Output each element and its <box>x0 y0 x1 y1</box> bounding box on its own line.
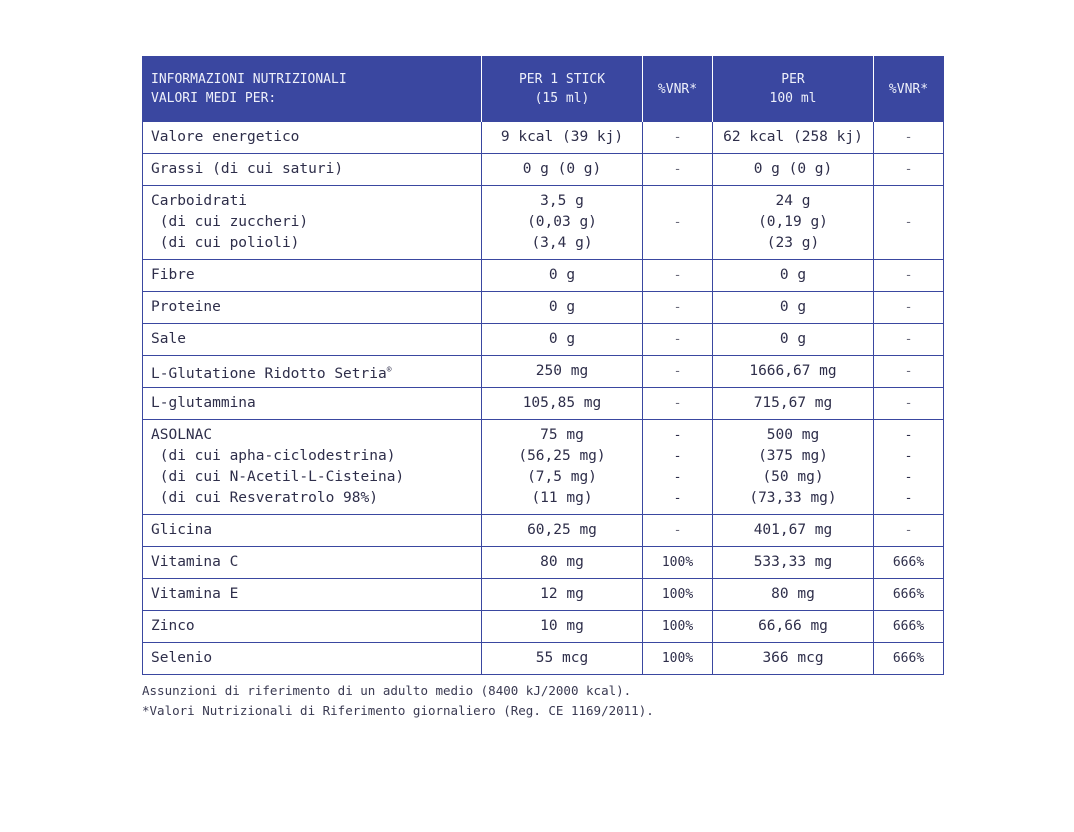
nutrient-name: Selenio <box>143 643 482 675</box>
vnr-per-100ml: 666% <box>874 547 944 579</box>
vnr-per-stick: 100% <box>643 611 713 643</box>
nutrient-name: Valore energetico <box>143 122 482 154</box>
vnr-per-stick: - <box>643 186 713 260</box>
header-vnr-100ml: %VNR* <box>874 57 944 122</box>
vnr-per-stick: - <box>643 388 713 420</box>
table-row <box>143 356 944 388</box>
vnr-per-stick: - <box>643 515 713 547</box>
footnotes <box>142 681 943 721</box>
table-row <box>143 122 944 154</box>
vnr-per-100ml: - <box>874 388 944 420</box>
vnr-per-stick: 100% <box>643 547 713 579</box>
nutrient-name: Proteine <box>143 292 482 324</box>
vnr-per-stick: 100% <box>643 643 713 675</box>
header-per-stick: PER 1 STICK (15 ml) <box>482 57 643 122</box>
nutrient-name: Fibre <box>143 260 482 292</box>
value-per-100ml: 1666,67 mg <box>713 356 874 388</box>
value-per-100ml: 0 g (0 g) <box>713 154 874 186</box>
value-per-stick: 0 g <box>482 260 643 292</box>
table-header-row <box>143 57 944 122</box>
table-row <box>143 515 944 547</box>
value-per-stick: 0 g <box>482 324 643 356</box>
nutrient-name: ASOLNAC (di cui apha-ciclodestrina) (di cui N-Acetil-L-Cisteina) (di cui Resveratrolo 98%) <box>143 420 482 515</box>
vnr-per-stick: - <box>643 260 713 292</box>
footnote-vnr-definition: *Valori Nutrizionali di Riferimento giornaliero (Reg. CE 1169/2011). <box>142 703 654 718</box>
value-per-stick: 10 mg <box>482 611 643 643</box>
value-per-100ml: 24 g (0,19 g) (23 g) <box>713 186 874 260</box>
nutrient-name: L-glutammina <box>143 388 482 420</box>
header-nutrition-info: INFORMAZIONI NUTRIZIONALI VALORI MEDI PER: <box>143 57 482 122</box>
vnr-per-100ml: - <box>874 260 944 292</box>
vnr-per-100ml: - <box>874 154 944 186</box>
value-per-stick: 80 mg <box>482 547 643 579</box>
vnr-per-stick: - - - - <box>643 420 713 515</box>
vnr-per-100ml: - <box>874 122 944 154</box>
value-per-stick: 3,5 g (0,03 g) (3,4 g) <box>482 186 643 260</box>
nutrient-name: Vitamina C <box>143 547 482 579</box>
nutrition-table-container <box>142 56 943 721</box>
nutrient-name: Sale <box>143 324 482 356</box>
vnr-per-stick: - <box>643 122 713 154</box>
value-per-100ml: 0 g <box>713 292 874 324</box>
table-row <box>143 420 944 515</box>
table-row <box>143 292 944 324</box>
vnr-per-stick: 100% <box>643 579 713 611</box>
registered-mark: ® <box>386 364 392 374</box>
table-row <box>143 579 944 611</box>
table-row <box>143 388 944 420</box>
value-per-100ml: 401,67 mg <box>713 515 874 547</box>
value-per-100ml: 80 mg <box>713 579 874 611</box>
vnr-per-100ml: - - - - <box>874 420 944 515</box>
vnr-per-100ml: - <box>874 515 944 547</box>
value-per-100ml: 66,66 mg <box>713 611 874 643</box>
vnr-per-100ml: 666% <box>874 611 944 643</box>
value-per-100ml: 0 g <box>713 324 874 356</box>
table-row <box>143 154 944 186</box>
value-per-100ml: 0 g <box>713 260 874 292</box>
table-row <box>143 324 944 356</box>
value-per-100ml: 533,33 mg <box>713 547 874 579</box>
table-row <box>143 260 944 292</box>
table-row <box>143 547 944 579</box>
nutrient-name: Zinco <box>143 611 482 643</box>
value-per-stick: 60,25 mg <box>482 515 643 547</box>
nutrition-table <box>142 56 944 675</box>
table-row <box>143 186 944 260</box>
value-per-stick: 250 mg <box>482 356 643 388</box>
footnote-reference-intake: Assunzioni di riferimento di un adulto medio (8400 kJ/2000 kcal). <box>142 683 632 698</box>
vnr-per-stick: - <box>643 324 713 356</box>
value-per-100ml: 62 kcal (258 kj) <box>713 122 874 154</box>
vnr-per-100ml: 666% <box>874 579 944 611</box>
value-per-stick: 75 mg (56,25 mg) (7,5 mg) (11 mg) <box>482 420 643 515</box>
value-per-stick: 0 g <box>482 292 643 324</box>
vnr-per-stick: - <box>643 356 713 388</box>
value-per-stick: 9 kcal (39 kj) <box>482 122 643 154</box>
vnr-per-100ml: - <box>874 292 944 324</box>
vnr-per-stick: - <box>643 154 713 186</box>
value-per-100ml: 500 mg (375 mg) (50 mg) (73,33 mg) <box>713 420 874 515</box>
header-per-100ml: PER 100 ml <box>713 57 874 122</box>
header-vnr-stick: %VNR* <box>643 57 713 122</box>
value-per-100ml: 366 mcg <box>713 643 874 675</box>
value-per-stick: 55 mcg <box>482 643 643 675</box>
nutrient-name: Vitamina E <box>143 579 482 611</box>
vnr-per-100ml: - <box>874 186 944 260</box>
table-row <box>143 611 944 643</box>
value-per-stick: 105,85 mg <box>482 388 643 420</box>
vnr-per-100ml: - <box>874 324 944 356</box>
nutrient-name: Grassi (di cui saturi) <box>143 154 482 186</box>
table-row <box>143 643 944 675</box>
vnr-per-100ml: - <box>874 356 944 388</box>
value-per-stick: 0 g (0 g) <box>482 154 643 186</box>
vnr-per-100ml: 666% <box>874 643 944 675</box>
vnr-per-stick: - <box>643 292 713 324</box>
nutrient-name: Glicina <box>143 515 482 547</box>
value-per-100ml: 715,67 mg <box>713 388 874 420</box>
table-body <box>143 122 944 675</box>
nutrient-name: Carboidrati (di cui zuccheri) (di cui polioli) <box>143 186 482 260</box>
nutrient-name: L-Glutatione Ridotto Setria® <box>143 356 482 388</box>
value-per-stick: 12 mg <box>482 579 643 611</box>
